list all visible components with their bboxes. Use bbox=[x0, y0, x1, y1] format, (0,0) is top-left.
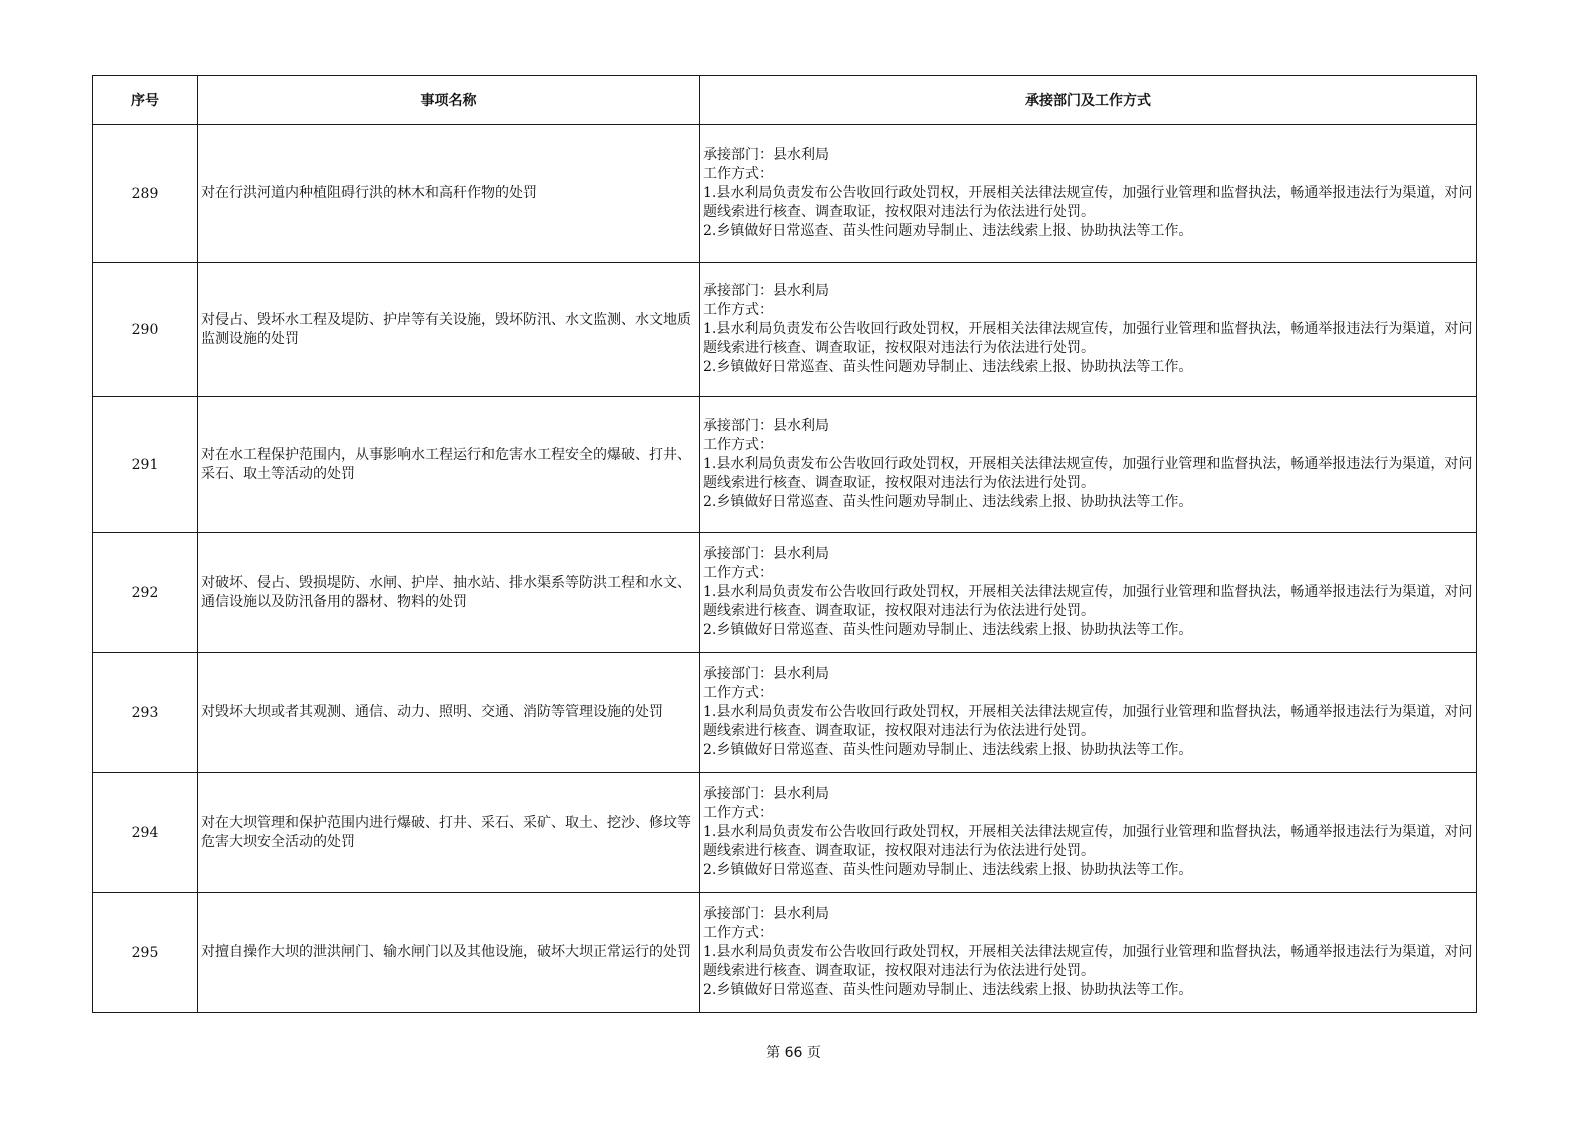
row-item-name: 对破坏、侵占、毁损堤防、水闸、护岸、抽水站、排水渠系等防洪工程和水文、通信设施以及防汛备用的器材、物料的处罚 bbox=[198, 533, 700, 653]
table-row bbox=[93, 263, 1477, 397]
row-item-name: 对毁坏大坝或者其观测、通信、动力、照明、交通、消防等管理设施的处罚 bbox=[198, 653, 700, 773]
method-label: 工作方式： bbox=[703, 166, 773, 182]
method-item: 2.乡镇做好日常巡查、苗头性问题劝导制止、违法线索上报、协助执法等工作。 bbox=[703, 359, 1193, 375]
row-item-name: 对在水工程保护范围内，从事影响水工程运行和危害水工程安全的爆破、打井、采石、取土等活动的处罚 bbox=[198, 397, 700, 533]
method-label: 工作方式： bbox=[703, 925, 773, 941]
table-row bbox=[93, 125, 1477, 263]
row-item-name: 对在大坝管理和保护范围内进行爆破、打井、采石、采矿、取土、挖沙、修坟等危害大坝安全活动的处罚 bbox=[198, 773, 700, 893]
row-item-name: 对侵占、毁坏水工程及堤防、护岸等有关设施，毁坏防汛、水文监测、水文地质监测设施的处罚 bbox=[198, 263, 700, 397]
row-seq: 291 bbox=[93, 397, 198, 533]
dept-line: 承接部门：县水利局 bbox=[703, 418, 829, 434]
method-item: 1.县水利局负责发布公告收回行政处罚权，开展相关法律法规宣传，加强行业管理和监督执法，畅通举报违法行为渠道，对问题线索进行核查、调查取证，按权限对违法行为依法进行处罚。 bbox=[703, 824, 1473, 859]
table-header-row bbox=[93, 76, 1477, 125]
dept-line: 承接部门：县水利局 bbox=[703, 283, 829, 299]
row-item-name: 对在行洪河道内种植阻碍行洪的林木和高秆作物的处罚 bbox=[198, 125, 700, 263]
header-seq: 序号 bbox=[93, 76, 198, 125]
method-item: 1.县水利局负责发布公告收回行政处罚权，开展相关法律法规宣传，加强行业管理和监督执法，畅通举报违法行为渠道，对问题线索进行核查、调查取证，按权限对违法行为依法进行处罚。 bbox=[703, 185, 1473, 220]
method-item: 1.县水利局负责发布公告收回行政处罚权，开展相关法律法规宣传，加强行业管理和监督执法，畅通举报违法行为渠道，对问题线索进行核查、调查取证，按权限对违法行为依法进行处罚。 bbox=[703, 944, 1473, 979]
page-number: 第 66 页 bbox=[766, 1045, 821, 1061]
method-item: 2.乡镇做好日常巡查、苗头性问题劝导制止、违法线索上报、协助执法等工作。 bbox=[703, 223, 1193, 239]
method-label: 工作方式： bbox=[703, 685, 773, 701]
row-seq: 289 bbox=[93, 125, 198, 263]
method-item: 1.县水利局负责发布公告收回行政处罚权，开展相关法律法规宣传，加强行业管理和监督执法，畅通举报违法行为渠道，对问题线索进行核查、调查取证，按权限对违法行为依法进行处罚。 bbox=[703, 584, 1473, 619]
row-dept-method bbox=[700, 125, 1477, 263]
dept-line: 承接部门：县水利局 bbox=[703, 906, 829, 922]
method-label: 工作方式： bbox=[703, 805, 773, 821]
method-label: 工作方式： bbox=[703, 302, 773, 318]
row-dept-method bbox=[700, 653, 1477, 773]
table-row bbox=[93, 397, 1477, 533]
row-dept-method bbox=[700, 533, 1477, 653]
row-dept-method bbox=[700, 397, 1477, 533]
row-item-name: 对擅自操作大坝的泄洪闸门、输水闸门以及其他设施，破坏大坝正常运行的处罚 bbox=[198, 893, 700, 1013]
row-seq: 295 bbox=[93, 893, 198, 1013]
table-row bbox=[93, 653, 1477, 773]
row-seq: 290 bbox=[93, 263, 198, 397]
method-label: 工作方式： bbox=[703, 437, 773, 453]
dept-line: 承接部门：县水利局 bbox=[703, 147, 829, 163]
dept-line: 承接部门：县水利局 bbox=[703, 786, 829, 802]
method-item: 1.县水利局负责发布公告收回行政处罚权，开展相关法律法规宣传，加强行业管理和监督执法，畅通举报违法行为渠道，对问题线索进行核查、调查取证，按权限对违法行为依法进行处罚。 bbox=[703, 704, 1473, 739]
table-row bbox=[93, 533, 1477, 653]
method-item: 2.乡镇做好日常巡查、苗头性问题劝导制止、违法线索上报、协助执法等工作。 bbox=[703, 862, 1193, 878]
method-label: 工作方式： bbox=[703, 565, 773, 581]
table-row bbox=[93, 893, 1477, 1013]
dept-line: 承接部门：县水利局 bbox=[703, 546, 829, 562]
method-item: 1.县水利局负责发布公告收回行政处罚权，开展相关法律法规宣传，加强行业管理和监督执法，畅通举报违法行为渠道，对问题线索进行核查、调查取证，按权限对违法行为依法进行处罚。 bbox=[703, 456, 1473, 491]
items-table bbox=[92, 75, 1477, 1013]
row-dept-method bbox=[700, 893, 1477, 1013]
row-seq: 293 bbox=[93, 653, 198, 773]
header-name: 事项名称 bbox=[198, 76, 700, 125]
row-seq: 294 bbox=[93, 773, 198, 893]
dept-line: 承接部门：县水利局 bbox=[703, 666, 829, 682]
method-item: 2.乡镇做好日常巡查、苗头性问题劝导制止、违法线索上报、协助执法等工作。 bbox=[703, 494, 1193, 510]
method-item: 2.乡镇做好日常巡查、苗头性问题劝导制止、违法线索上报、协助执法等工作。 bbox=[703, 742, 1193, 758]
row-dept-method bbox=[700, 773, 1477, 893]
row-dept-method bbox=[700, 263, 1477, 397]
header-dept: 承接部门及工作方式 bbox=[700, 76, 1477, 125]
method-item: 1.县水利局负责发布公告收回行政处罚权，开展相关法律法规宣传，加强行业管理和监督执法，畅通举报违法行为渠道，对问题线索进行核查、调查取证，按权限对违法行为依法进行处罚。 bbox=[703, 321, 1473, 356]
table-row bbox=[93, 773, 1477, 893]
method-item: 2.乡镇做好日常巡查、苗头性问题劝导制止、违法线索上报、协助执法等工作。 bbox=[703, 622, 1193, 638]
row-seq: 292 bbox=[93, 533, 198, 653]
method-item: 2.乡镇做好日常巡查、苗头性问题劝导制止、违法线索上报、协助执法等工作。 bbox=[703, 982, 1193, 998]
